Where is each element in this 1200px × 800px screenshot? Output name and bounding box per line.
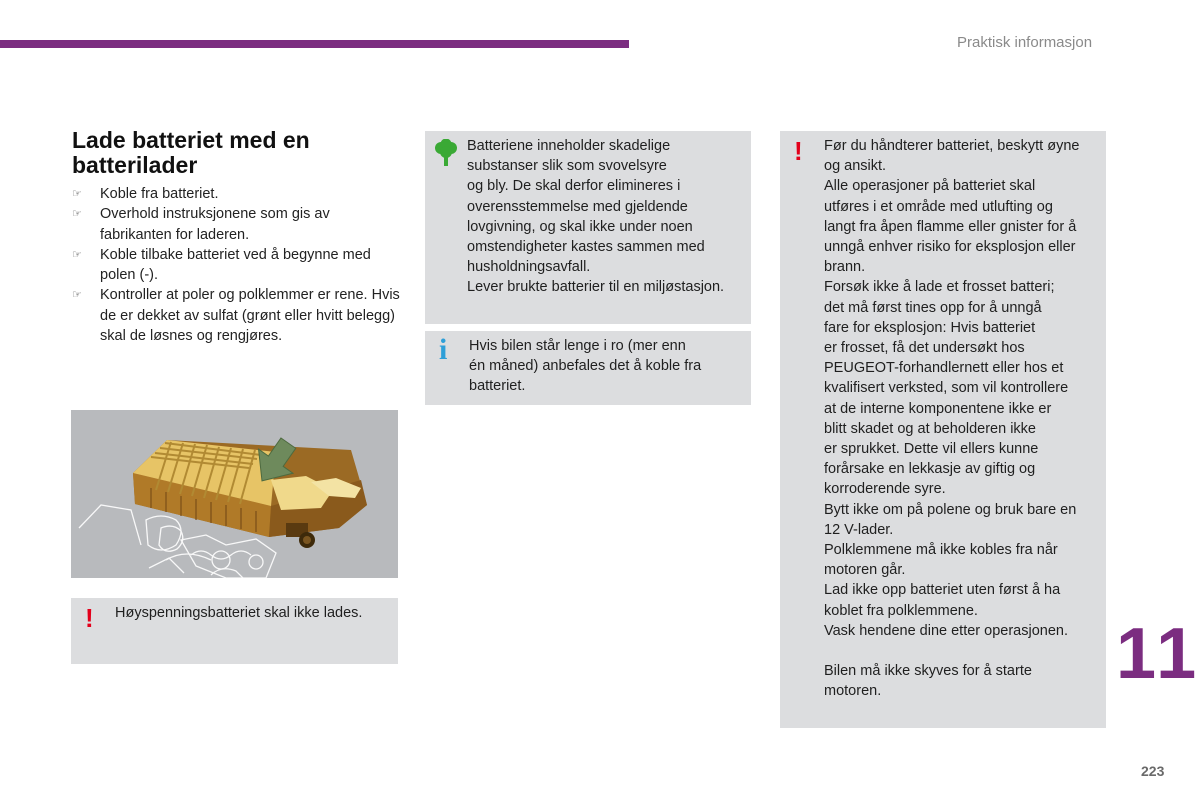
- pointing-hand-icon: ☞: [72, 188, 82, 200]
- step-text: Koble tilbake batteriet ved å begynne med polen (-).: [100, 246, 371, 284]
- warning-exclamation-icon: !: [794, 136, 803, 166]
- list-item: [72, 204, 402, 245]
- step-text: Koble fra batteriet.: [100, 186, 219, 202]
- list-item: [72, 285, 402, 346]
- step-text: Kontroller at poler og polklemmer er rene. Hvis de er dekket av sulfat (grønt eller hvitt belegg) skal de løsnes og rengjøres.: [100, 287, 400, 345]
- chapter-number: 11: [1116, 614, 1200, 694]
- battery-illustration: [71, 410, 398, 578]
- step-text: Overhold instruksjonene som gis av fabrikanten for laderen.: [100, 206, 330, 243]
- pointing-hand-icon: ☞: [72, 248, 82, 261]
- page-number: 223: [1141, 763, 1165, 779]
- high-voltage-warning-box: [71, 598, 398, 664]
- warning-text: Høyspenningsbatteriet skal ikke lades.: [115, 605, 363, 621]
- warning-note-text: Før du håndterer batteriet, beskytt øyne og ansikt. Alle operasjoner på batteriet skal utføres i et område med utlufting og langt fra åpen flamme eller gnister for å unngå enhver risiko for eksplosjon eller brann. Forsøk ikke å lade et frosset batteri; det må først tines opp for å unngå fare for eksplosjon: Hvis batteriet er frosset, få det undersøkt hos PEUGEOT-forhandlernett eller hos et kvalifisert verksted, som vil kontrollere at de interne komponentene ikke er blitt skadet og at beholderen ikke er sprukket. Dette vil ellers kunne forårsake en lekkasje av giftig og korroderende syre. Bytt ikke om på polene og bruk bare en 12 V-lader. Polklemmene må ikke kobles fra når motoren går. Lad ikke opp batteriet uten først å ha koblet fra polklemmene. Vask hendene dine etter operasjonen. Bilen må ikke skyves for å starte motoren.: [824, 138, 1080, 700]
- environment-note-box: [425, 131, 751, 324]
- page-title: Lade batteriet med en batterilader: [72, 127, 310, 178]
- warning-exclamation-icon: !: [85, 603, 94, 633]
- instruction-list: [72, 184, 402, 346]
- pointing-hand-icon: ☞: [72, 289, 82, 302]
- header-accent-bar: [0, 40, 629, 48]
- environment-note-text: Batteriene inneholder skadelige substanser slik som svovelsyre og bly. De skal derfor elimineres i overensstemmelse med gjeldende lovgivning, og skal ikke under noen omstendigheter kastes sammen med husholdningsavfall. Lever brukte batterier til en miljøstasjon.: [467, 138, 725, 296]
- info-note-box: [425, 331, 751, 405]
- section-title: Praktisk informasjon: [957, 34, 1093, 51]
- list-item: [72, 184, 402, 204]
- battery-warning-box: [780, 131, 1106, 728]
- pointing-hand-icon: ☞: [72, 208, 82, 221]
- info-note-text: Hvis bilen står lenge i ro (mer enn én måned) anbefales det å koble fra batteriet.: [469, 338, 702, 395]
- list-item: [72, 245, 402, 286]
- tree-icon: [434, 139, 458, 172]
- info-icon: i: [439, 333, 448, 366]
